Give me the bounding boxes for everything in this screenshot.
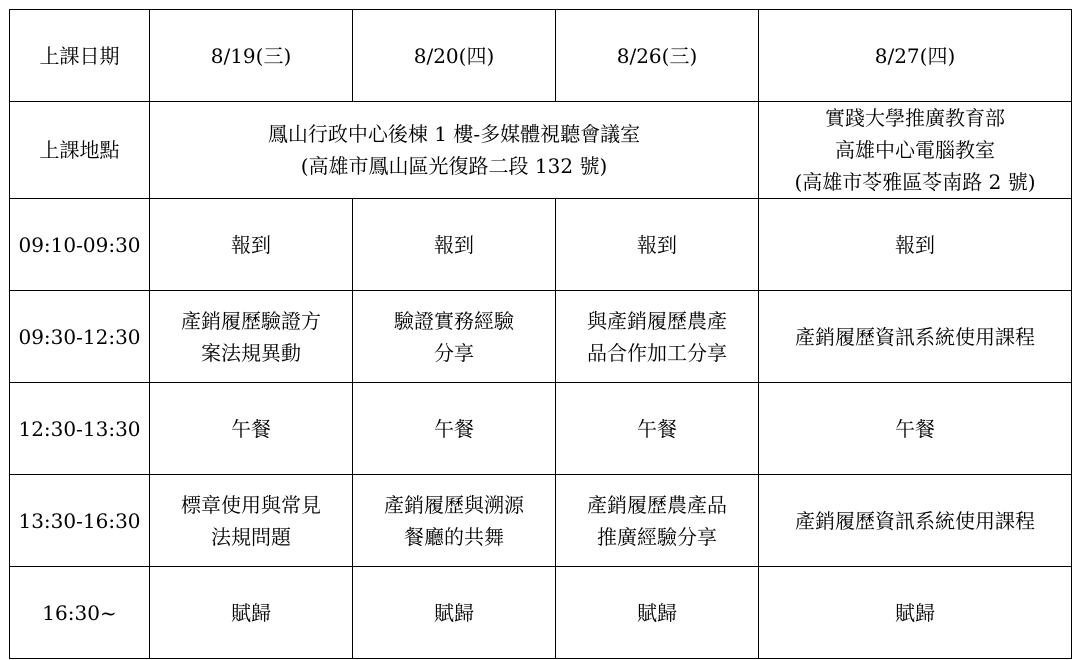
location-header-label: 上課地點: [10, 102, 150, 199]
session-text: 產銷履歷與溯源: [384, 492, 524, 517]
venue-cell-fengshan: [150, 102, 759, 199]
session-cell: [353, 291, 556, 383]
session-cell: [353, 383, 556, 475]
time-slot-row: [10, 199, 1072, 291]
session-text: 品合作加工分享: [587, 340, 727, 365]
time-slot-row: [10, 567, 1072, 659]
session-cell: [150, 199, 353, 291]
course-schedule-table: [9, 9, 1072, 659]
session-cell: [353, 475, 556, 567]
session-cell: [556, 199, 759, 291]
session-cell: [150, 475, 353, 567]
session-cell: [759, 199, 1072, 291]
session-cell: [150, 567, 353, 659]
time-cell: 12:30-13:30: [10, 383, 150, 475]
session-text: 報到: [895, 232, 935, 257]
session-cell: [759, 567, 1072, 659]
session-text: 驗證實務經驗: [394, 308, 514, 333]
venue-line: 鳳山行政中心後棟 1 樓-多媒體視聽會議室: [267, 122, 641, 146]
session-text: 午餐: [434, 416, 474, 441]
venue-line: 實踐大學推廣教育部: [825, 106, 1005, 130]
session-text: 與產銷履歷農產: [587, 308, 727, 333]
session-text: 法規問題: [211, 524, 291, 549]
time-slot-row: [10, 291, 1072, 383]
venue-line: 高雄中心電腦教室: [835, 138, 995, 162]
time-slot-row: [10, 475, 1072, 567]
time-cell: 13:30-16:30: [10, 475, 150, 567]
session-text: 賦歸: [231, 600, 271, 625]
session-text: 產銷履歷驗證方: [181, 308, 321, 333]
session-text: 分享: [434, 340, 474, 365]
date-cell: 8/27(四): [759, 10, 1072, 102]
session-text: 產銷履歷農產品: [587, 492, 727, 517]
session-text: 推廣經驗分享: [597, 524, 717, 549]
session-text: 報到: [434, 232, 474, 257]
venue-address-line: (高雄市苓雅區苓南路 2 號): [794, 170, 1036, 194]
session-text: 午餐: [895, 416, 935, 441]
time-cell: 09:30-12:30: [10, 291, 150, 383]
session-text: 報到: [637, 232, 677, 257]
session-text: 賦歸: [637, 600, 677, 625]
session-cell: [150, 291, 353, 383]
session-text: 產銷履歷資訊系統使用課程: [795, 324, 1035, 349]
session-cell: [556, 383, 759, 475]
session-text: 案法規異動: [201, 340, 301, 365]
session-cell: [353, 199, 556, 291]
session-cell: [556, 291, 759, 383]
time-cell: 09:10-09:30: [10, 199, 150, 291]
date-cell: 8/20(四): [353, 10, 556, 102]
session-text: 賦歸: [895, 600, 935, 625]
session-text: 標章使用與常見: [181, 492, 321, 517]
session-cell: [556, 475, 759, 567]
session-text: 賦歸: [434, 600, 474, 625]
date-row: [10, 10, 1072, 102]
session-cell: [556, 567, 759, 659]
session-cell: [150, 383, 353, 475]
session-text: 報到: [231, 232, 271, 257]
session-text: 產銷履歷資訊系統使用課程: [795, 508, 1035, 533]
date-header-label: 上課日期: [10, 10, 150, 102]
location-row: [10, 102, 1072, 199]
date-cell: 8/19(三): [150, 10, 353, 102]
session-text: 午餐: [637, 416, 677, 441]
session-text: 午餐: [231, 416, 271, 441]
venue-cell-usc: [759, 102, 1072, 199]
session-cell: [759, 475, 1072, 567]
time-slot-row: [10, 383, 1072, 475]
session-text: 餐廳的共舞: [404, 524, 504, 549]
session-cell: [759, 291, 1072, 383]
venue-address-line: (高雄市鳳山區光復路二段 132 號): [300, 154, 608, 178]
session-cell: [353, 567, 556, 659]
date-cell: 8/26(三): [556, 10, 759, 102]
session-cell: [759, 383, 1072, 475]
time-cell: 16:30~: [10, 567, 150, 659]
